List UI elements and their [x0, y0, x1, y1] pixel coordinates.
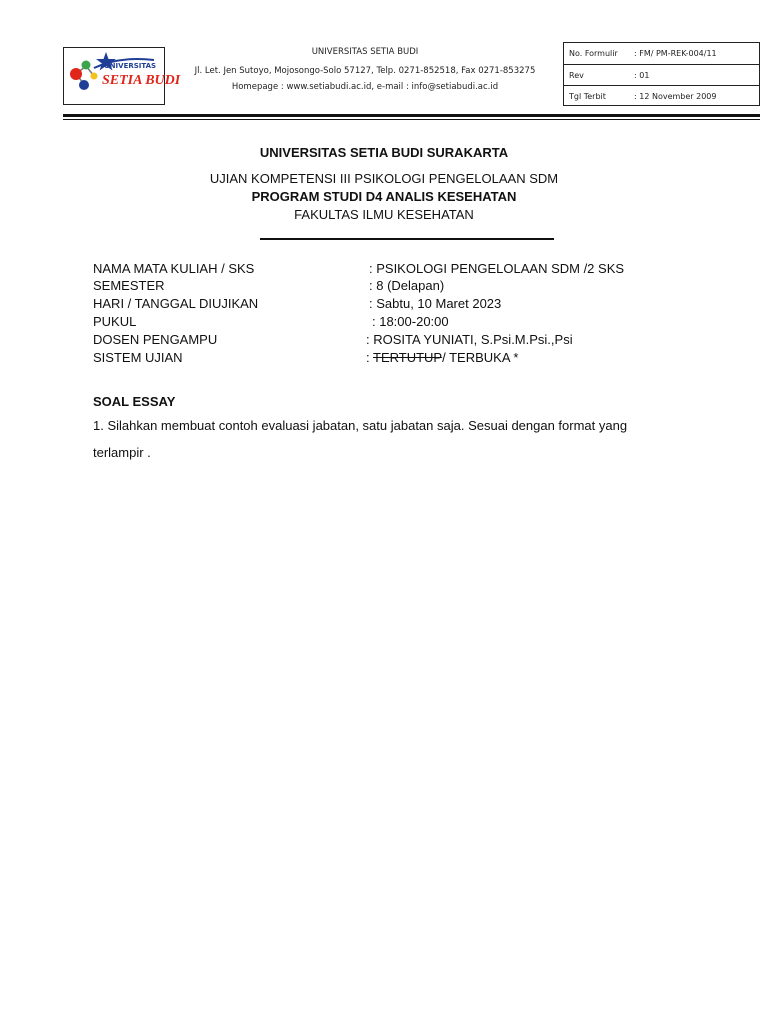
info-value-lecturer: : ROSITA YUNIATI, S.Psi.M.Psi.,Psi: [366, 332, 573, 347]
info-label-lecturer: DOSEN PENGAMPU: [93, 332, 218, 347]
form-label: Tgl Terbit: [569, 92, 606, 101]
header-divider-thick: [63, 114, 760, 117]
form-label: Rev: [569, 71, 584, 80]
title-underline: [260, 238, 554, 240]
info-value-course: : PSIKOLOGI PENGELOLAAN SDM /2 SKS: [369, 261, 625, 276]
university-title: UNIVERSITAS SETIA BUDI SURAKARTA: [259, 145, 509, 160]
info-value-system: [366, 350, 518, 365]
university-logo: [63, 47, 181, 105]
logo-text-top: UNIVERSITAS: [104, 62, 157, 70]
system-closed-struck: TERTUTUP: [373, 350, 443, 365]
header-divider-thin: [63, 119, 760, 120]
exam-title: UJIAN KOMPETENSI III PSIKOLOGI PENGELOLAAN SDM: [209, 171, 559, 186]
form-value: : FM/ PM-REK-004/11: [634, 49, 717, 58]
info-label-semester: SEMESTER: [93, 278, 165, 293]
info-label-course: NAMA MATA KULIAH / SKS: [93, 261, 255, 276]
form-info-box: [563, 42, 760, 106]
form-value: : 01: [634, 71, 650, 80]
info-value-semester: : 8 (Delapan): [369, 278, 445, 293]
essay-question-line2: terlampir .: [93, 445, 151, 460]
info-value-date: : Sabtu, 10 Maret 2023: [369, 296, 502, 311]
essay-heading: SOAL ESSAY: [93, 394, 176, 409]
institution-name: UNIVERSITAS SETIA BUDI: [311, 47, 419, 57]
institution-homepage: Homepage : www.setiabudi.ac.id, e-mail : info@setiabudi.ac.id: [231, 82, 499, 92]
form-row-rev: [564, 64, 759, 86]
essay-question-line1: 1. Silahkan membuat contoh evaluasi jabatan, satu jabatan saja. Sesuai dengan format yang: [93, 418, 628, 433]
form-value: : 12 November 2009: [634, 92, 717, 101]
faculty-title: FAKULTAS ILMU KESEHATAN: [294, 207, 474, 222]
form-row-number: [564, 43, 759, 64]
info-label-system: SISTEM UJIAN: [93, 350, 183, 365]
info-label-time: PUKUL: [93, 314, 137, 329]
info-label-date: HARI / TANGGAL DIUJIKAN: [93, 296, 259, 311]
info-value-time: : 18:00-20:00: [372, 314, 449, 329]
system-prefix: :: [366, 350, 373, 365]
system-open: / TERBUKA *: [442, 350, 519, 365]
logo-text-main: SETIA BUDI: [102, 73, 181, 88]
form-row-date: [564, 85, 759, 107]
university-logo-graphic: [64, 48, 181, 104]
institution-address: Jl. Let. Jen Sutoyo, Mojosongo-Solo 57127, Telp. 0271-852518, Fax 0271-853275: [194, 66, 536, 76]
program-title: PROGRAM STUDI D4 ANALIS KESEHATAN: [251, 189, 517, 204]
form-label: No. Formulir: [569, 49, 618, 58]
